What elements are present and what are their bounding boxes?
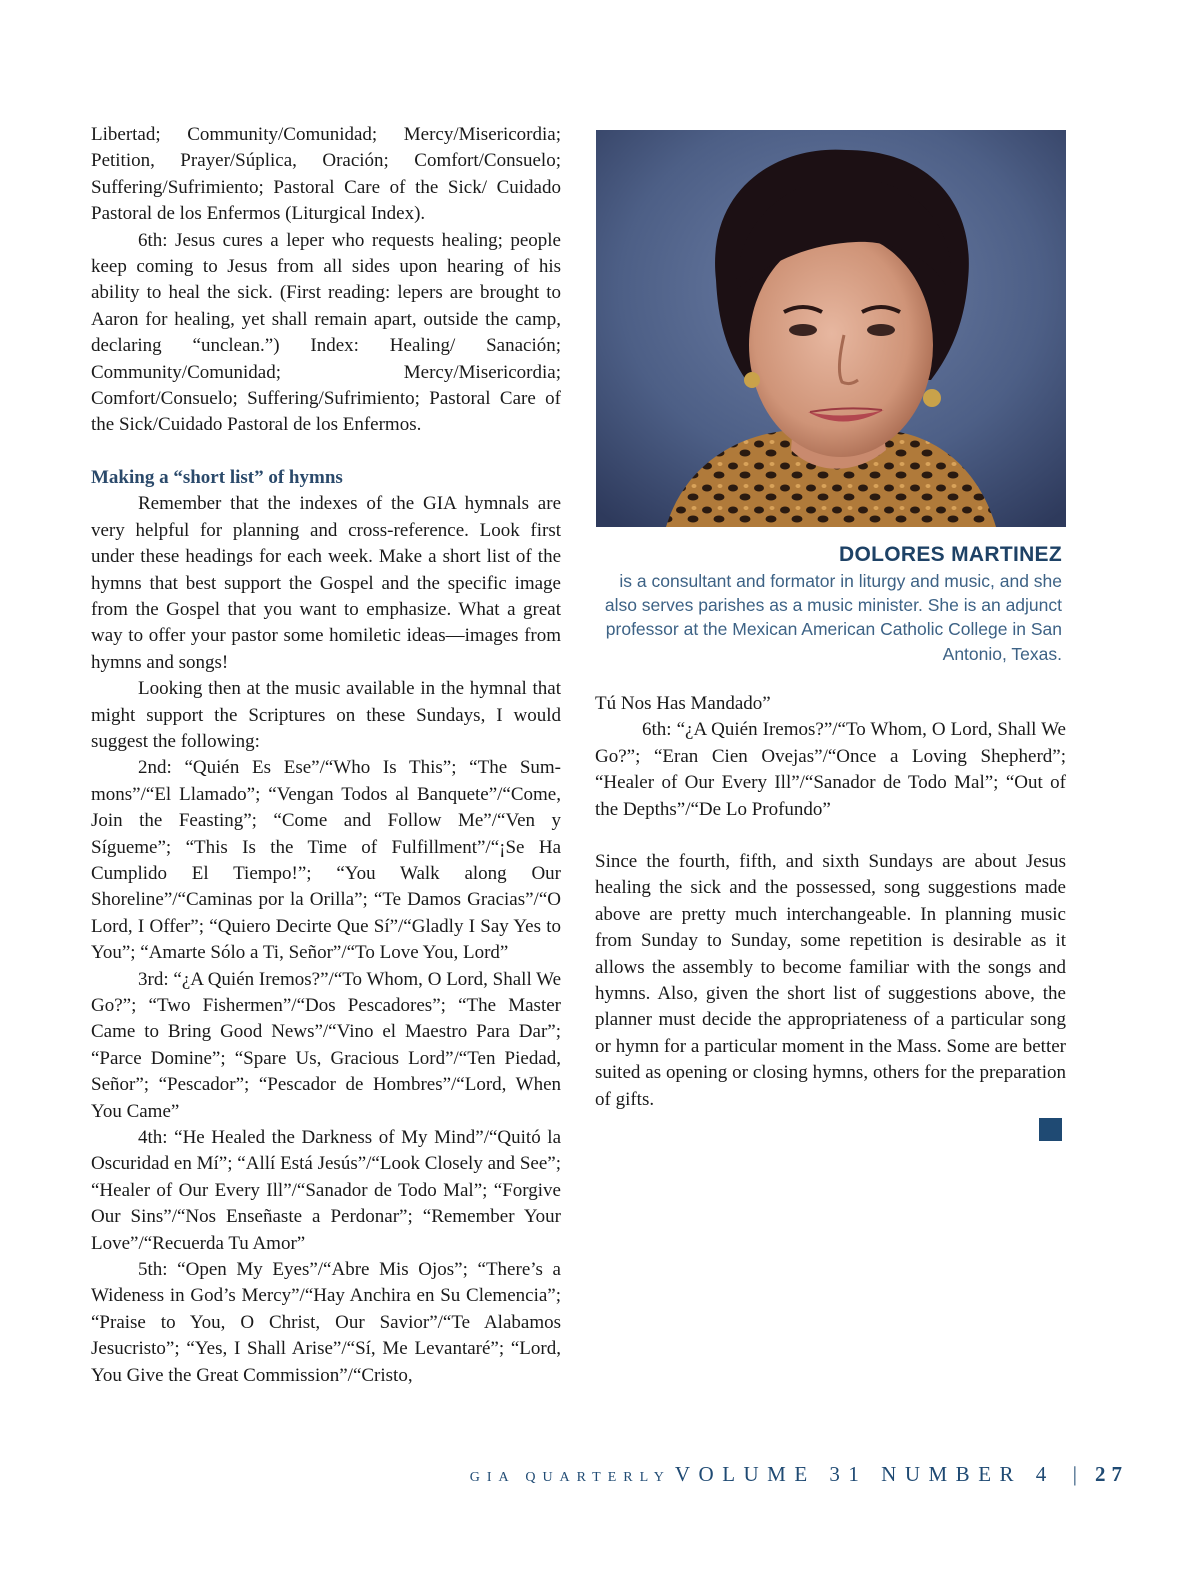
- section-heading: Making a “short list” of hymns: [91, 466, 343, 488]
- volume-number: VOLUME 31 NUMBER 4: [674, 1462, 1055, 1486]
- paragraph: 6th: Jesus cures a leper who requests healing; people keep coming to Jesus from all sides upon hearing of his ability to heal the sick. (First reading: lepers are brought to Aaron for healing, yet shall remain apart, outside the camp, declaring “unclean.”) Index: Healing/ Sanación; Community/Comunidad; Mercy/Misericordia; Comfort/Consuelo; Suffering/Sufrimiento; Pastoral Care of the Sick/Cuidado Pastoral de los Enfermos.: [91, 229, 561, 436]
- paragraph: Libertad; Community/Comunidad; Mercy/Misericordia; Petition, Prayer/Súplica, Oración; Comfort/Consuelo; Suffering/Sufrimiento; Pastoral Care of the Sick/ Cuidado Pastoral de los Enfermos (Liturgical Index).: [91, 124, 561, 225]
- paragraph: Since the fourth, fifth, and sixth Sundays are about Jesus healing the sick and the possessed, song suggestions made above are pretty much interchangeable. In planning music from Sunday to Sunday, some repetition is desirable as it allows the assembly to become familiar with the songs and hymns. Also, given the short list of suggestions above, the planner must decide the appropriateness of a particular song or hymn for a particular moment in the Mass. Some are better suited as opening or closing hymns, others for the preparation of gifts.: [595, 851, 1066, 1110]
- author-name: DOLORES MARTINEZ: [839, 543, 1062, 566]
- paragraph: 5th: “Open My Eyes”/“Abre Mis Ojos”; “There’s a Wideness in God’s Mercy”/“Hay Anchira en Su Clemencia”; “Praise to You, O Christ, Our Savior”/“Te Alabamos Jesucristo”; “Yes, I Shall Arise”/“Sí, Me Levantaré”; “Lord, You Give the Great Commission”/“Cristo,: [91, 1259, 561, 1386]
- paragraph: Remember that the indexes of the GIA hymnals are very helpful for planning and cross-reference. Look first under these headings for each week. Make a short list of the hymns that best support the Gospel and the specific image from the Gospel that you want to emphasize. What a great way to offer your pastor some homiletic ideas—images from hymns and songs!: [91, 493, 561, 673]
- paragraph: 6th: “¿A Quién Iremos?”/“To Whom, O Lord, Shall We Go?”; “Eran Cien Ovejas”/“Once a Loving Shepherd”; “Healer of Our Every Ill”/“Sanador de Todo Mal”; “Out of the Depths”/“De Lo Profundo”: [595, 719, 1066, 820]
- author-description: is a consultant and formator in liturgy and music, and she also serves parishes as a music minister. She is an adjunct professor at the Mexican American Catholic College in San Antonio, Texas.: [604, 571, 1062, 664]
- right-column: [595, 691, 1066, 1113]
- end-of-article-square-icon: [1039, 1118, 1062, 1141]
- page-number: 27: [1095, 1462, 1128, 1486]
- paragraph: 4th: “He Healed the Darkness of My Mind”/“Quitó la Oscuridad en Mí”; “Allí Está Jesús”/“Look Closely and See”; “Healer of Our Every Ill”/“Sanador de Todo Mal”; “Forgive Our Sins”/“Nos Enseñaste a Perdonar”; “Remember Your Love”/“Recuerda Tu Amor”: [91, 1127, 561, 1254]
- page-footer: [420, 1462, 1128, 1487]
- footer-separator: |: [1072, 1462, 1077, 1486]
- paragraph: 3rd: “¿A Quién Iremos?”/“To Whom, O Lord, Shall We Go?”; “Two Fishermen”/“Dos Pescadores”; “The Master Came to Bring Good News”/“Vino el Maestro Para Dar”; “Parce Domine”; “Spare Us, Gracious Lord”/“Ten Piedad, Señor”; “Pescador”; “Pescador de Hombres”/“Lord, When You Came”: [91, 968, 561, 1122]
- author-bio: [596, 541, 1062, 666]
- author-portrait-photo: [596, 130, 1066, 527]
- left-column: [91, 122, 561, 1389]
- paragraph: Tú Nos Has Mandado”: [595, 693, 771, 714]
- paragraph: Looking then at the music available in the hymnal that might support the Scriptures on these Sundays, I would suggest the following:: [91, 678, 561, 752]
- paragraph: 2nd: “Quién Es Ese”/“Who Is This”; “The Summons”/“El Llamado”; “Vengan Todos al Banquete”/“Come, Join the Feasting”; “Come and Follow Me”/“Ven y Sígueme”; “This Is the Time of Fulfillment”/“¡Se Ha Cumplido El Tiempo!”; “You Walk along Our Shoreline”/“Caminas por la Orilla”; “Te Damos Gracias”/“O Lord, I Offer”; “Quiero Decirte Que Sí”/“Gladly I Say Yes to You”; “Amarte Sólo a Ti, Señor”/“To Love You, Lord”: [91, 757, 561, 964]
- publication-name: GIA QUARTERLY: [469, 1470, 671, 1485]
